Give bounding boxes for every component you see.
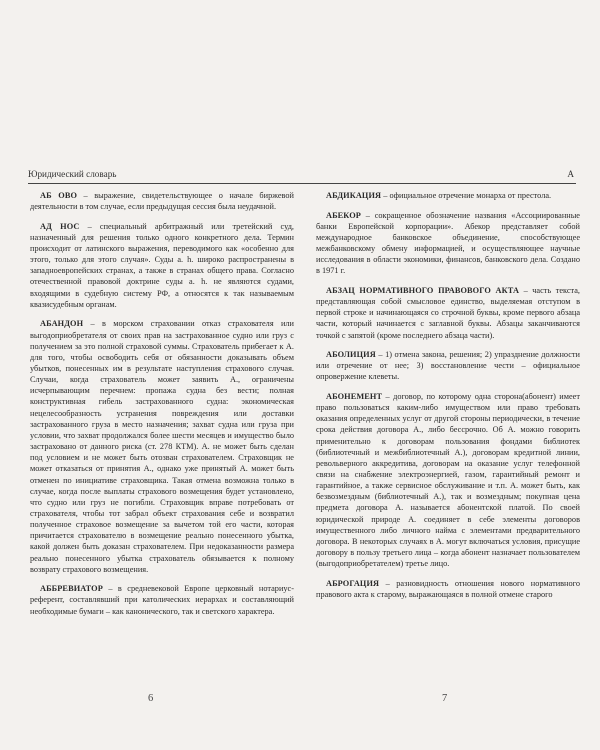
entry-definition: – в морском страховании отказ страхователя или выгодоприобретателя от своих прав на застрахованное судно или груз с получением за это полной страховой суммы. Страхователь прибегает к А. для того, чтобы освободить себя от обязанности доказывать объем убытков, понесенных им в результате наступления страхового случая. Случаи, когда страхователь может заявить А., ограничены исчерпывающим перечнем: пропажа судна без вести; полная конструктивная гибель застрахованного судна: экономическая нецелесообразность устранения повреждения или доставки застрахованного груза в место назначения; захват судна или груза при условии, что захват продолжался более шести месяцев и имущество было застраховано от данного риска (ст. 278 КТМ). А. не может быть сделан под условием и не может быть отозван страхователем. Страховщик не может отказаться от принятия А., однако уже принятый А. может быть отменен по инициативе страховщика. Такая отмена возможна только в случае, когда после выплаты страхового возмещения будет установлено, что судно или груз не погибли. Страховщик вправе потребовать от страхователя, чтобы тот забрал объект страхования себе и возвратил полученное страховое возмещение за вычетом той его части, которая причитается страхователю в возмещение реально понесенного убытка, какой должен быть доказан страхователем. При недоказанности размера реально понесенного убытка страхователь обязывается к полному возврату страхового возмещения. (30, 319, 294, 574)
entry-definition: – договор, по которому одна сторона(абонент) имеет право пользоваться каким-либо имуществом или право требовать оказания определенных услуг от другой стороны периодически, в течение срока действия договора А., либо бесcрочно. Об А. можно говорить применительно к договорам пользования фондами библиотек (библиотечный и межбиблиотечный А.), договорам кредитной линии, револьверного аккредитива, договорам на оказание услуг телефонной связи на снабжение электроэнергией, газом, гарантийный ремонт и гарантийное, а также сервисное обслуживание и т.п. А. может быть, как безвозмездным (библиотечный А.), так и возмездным; покупная цена предмета договора А. называется абонентской платой. По своей юридической природе А. соединяет в себе элементы договоров имущественного либо личного найма с элементами предварительного договора. В некоторых случаях в А. могут включаться условия, присущие договору в пользу третьего лица – когда абонент назначает пользователем (выгодоприобретателем) третье лицо. (316, 391, 580, 569)
dictionary-entry (30, 221, 294, 310)
entry-definition: – официальное отречение монарха от престола. (381, 191, 552, 200)
entry-term: АБОНЕМЕНТ (326, 391, 383, 401)
entry-term: АД НОС (40, 221, 80, 231)
running-header (28, 166, 576, 184)
entry-term: АБДИКАЦИЯ (326, 191, 382, 200)
right-page-column (316, 190, 580, 660)
dictionary-entry (30, 583, 294, 616)
dictionary-entry (316, 190, 580, 201)
entry-term: АББРЕВИАТОР (40, 584, 103, 594)
dictionary-entry (30, 318, 294, 575)
page-number-left: 6 (148, 693, 154, 704)
entry-definition: – разновидность отношения нового нормативного правового акта к старому, выражающаяся в полной отмене старого (316, 578, 580, 599)
entry-definition: – часть текста, представляющая собой смысловое единство, выделяемая отступом в первой строке и начинающаяся со строчной буквы, кроме первого абзаца части, который начинается с заглавной буквы. Абзацы заканчиваются точкой с запятой (кроме последнего абзаца части). (316, 285, 580, 340)
entry-term: АБЗАЦ НОРМАТИВНОГО ПРАВОВОГО АКТА (326, 285, 520, 295)
entry-definition: – сокращенное обозначение названия «Ассоциированные банки Европейской корпорации». Абекор представляет собой международное банковское объединение, способствующее межбанковскому обмену информацией, и осуществляющее научные исследования в области экономики, финансов, банковского дела. Создано в 1971 г. (316, 210, 580, 276)
header-rule (28, 183, 576, 184)
entry-term: АБЕКОР (326, 210, 361, 220)
dictionary-entry (316, 349, 580, 382)
entry-term: АБОЛИЦИЯ (326, 350, 376, 360)
dictionary-entry (30, 190, 294, 212)
dictionary-entry (316, 285, 580, 341)
entry-definition: – выражение, свидетельствующее о начале биржевой деятельности в том случае, если предыдущая сессия была неудачной. (30, 191, 294, 212)
entry-definition: – 1) отмена закона, решения; 2) упразднение должности или отречение от нее; 3) восстановление чести – официальное опровержение клеветы. (316, 350, 580, 382)
dictionary-entry (316, 210, 580, 277)
entry-definition: – в средневековой Европе церковный нотариус-референт, составлявший при католических иерархах и составляющий необходимые бумаги – как канонического, так и светского характера. (30, 584, 294, 616)
left-page-column (30, 190, 294, 660)
dictionary-entry (316, 391, 580, 570)
entry-term: АБАНДОН (40, 319, 84, 329)
entry-term: АБРОГАЦИЯ (326, 578, 380, 588)
header-title: Юридический словарь (28, 169, 117, 179)
entry-definition: – специальный арбитражный или третейский суд, назначенный для решения только одного конкретного дела. Термин происходит от латинского выражения, переводимого как «особенно для этого, только для этого случая». Суды a. h. широко распространены в западноевропейских странах, а также в странах общего права. Согласно отечественной правовой доктрине суды a. h. не являются судами, входящими в судебную систему РФ, а относятся к так называемым квазисудебным органам. (30, 221, 294, 309)
header-letter: А (567, 169, 574, 179)
dictionary-entry (316, 578, 580, 600)
entry-term: АБ ОВО (40, 191, 78, 200)
page-number-right: 7 (442, 693, 448, 704)
